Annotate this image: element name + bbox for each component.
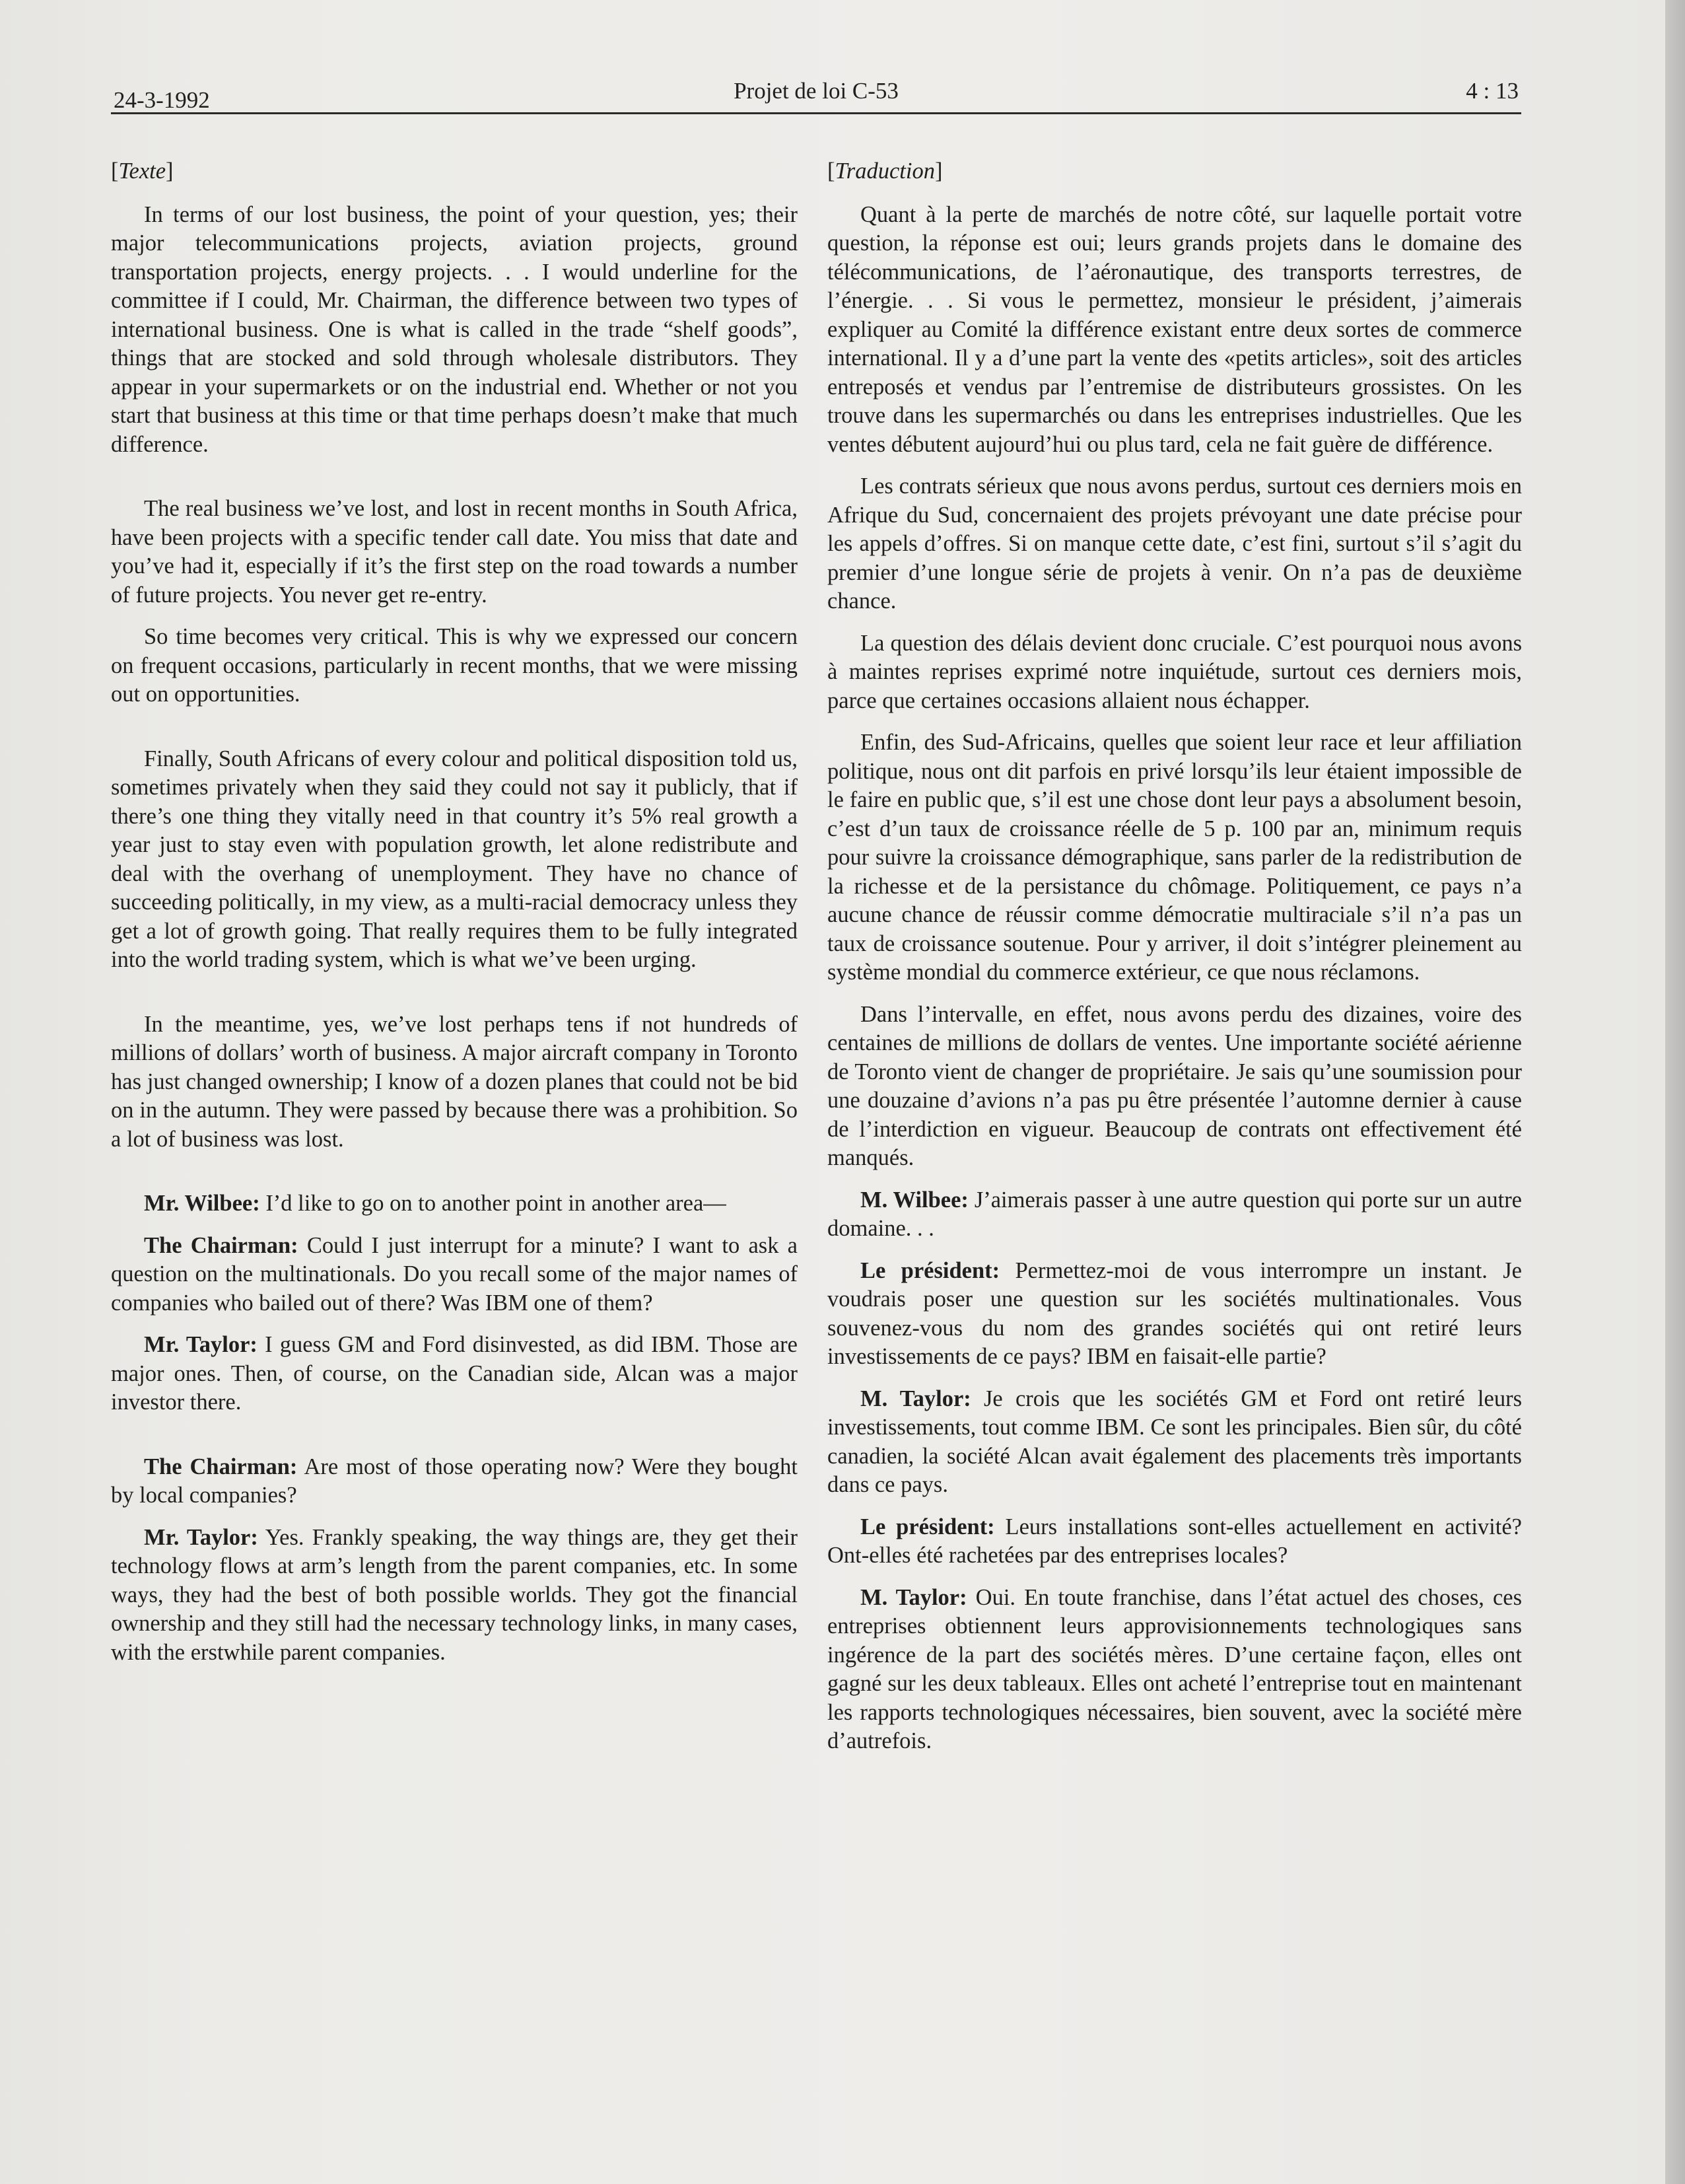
speaker-turn (827, 1257, 1522, 1372)
speaker-name: M. Wilbee: (860, 1187, 969, 1213)
speaker-name: Mr. Wilbee: (144, 1191, 260, 1216)
speaker-turn (827, 1385, 1522, 1500)
speaker-turn (827, 1513, 1522, 1570)
speaker-text: Je crois que les sociétés GM et Ford ont retiré leurs investissements, tout comme IBM. Ce sont les principales. Bien sûr, du côté canadien, la société Alcan avait également des placements très importants dans ce pays. (827, 1386, 1522, 1497)
speaker-text: Could I just interrupt for a minute? I want to ask a question on the multinationals. Do you recall some of the major names of companies who bailed out of there? Was IBM one of them? (111, 1232, 798, 1316)
speaker-text: I guess GM and Ford disinvested, as did IBM. Those are major ones. Then, of course, on the Canadian side, Alcan was a major investor there. (111, 1332, 798, 1415)
header-title: Projet de loi C-53 (734, 78, 899, 104)
speaker-turn (111, 1453, 798, 1510)
paragraph: La question des délais devient donc cruciale. C’est pourquoi nous avons à maintes reprises exprimé notre inquiétude, surtout ces derniers mois, parce que certaines occasions allaient nous échapper. (827, 630, 1522, 713)
paragraph: The real business we’ve lost, and lost in recent months in South Africa, have been projects with a specific tender call date. You miss that date and you’ve had it, especially if it’s the first step on the road towards a number of future projects. You never get re-entry. (111, 496, 798, 608)
speaker-text: Leurs installations sont-elles actuellement en activité? Ont-elles été rachetées par des entreprises locales? (827, 1514, 1522, 1568)
page-number: 4 : 13 (1466, 78, 1519, 104)
speaker-name: M. Taylor: (860, 1584, 967, 1610)
column-label: [Texte] (111, 159, 174, 184)
speaker-text: J’aimerais passer à une autre question qui porte sur un autre domaine. . . (827, 1187, 1522, 1241)
speaker-name: Mr. Taylor: (144, 1332, 258, 1357)
speaker-name: Le président: (860, 1514, 995, 1539)
french-column (827, 157, 1522, 1769)
speaker-text: Yes. Frankly speaking, the way things are, they get their technology flows at arm’s length from the parent companies, etc. In some ways, they had the best of both possible worlds. They got the financial ownership and they still had the necessary technology links, in many cases, with the erstwhile parent companies. (111, 1524, 798, 1665)
speaker-text: Permettez-moi de vous interrompre un instant. Je voudrais poser une question sur les sociétés multinationales. Vous souvenez-vous du nom des grandes sociétés qui ont retiré leurs investissements de ce pays? IBM en faisait-elle partie? (827, 1257, 1522, 1369)
speaker-text: I’d like to go on to another point in another area— (259, 1191, 726, 1216)
speaker-text: Are most of those operating now? Were they bought by local companies? (111, 1454, 798, 1508)
column-label: [Traduction] (827, 159, 943, 184)
running-header (111, 71, 1521, 114)
speaker-name: Mr. Taylor: (144, 1524, 258, 1550)
speaker-turn (111, 1189, 798, 1218)
speaker-name: The Chairman: (144, 1232, 298, 1258)
speaker-name: M. Taylor: (860, 1386, 971, 1411)
page-edge (1665, 0, 1685, 2184)
paragraph: Dans l’intervalle, en effet, nous avons perdu des dizaines, voire des centaines de millions de dollars de ventes. Une importante société aérienne de Toronto vient de changer de propriétaire. Je sais qu’une soumission pour une douzaine d’avions n’a pas pu être présentée l’automne dernier à cause de l’interdiction en vigueur. Beaucoup de contrats ont effectivement été manqués. (827, 1001, 1522, 1170)
paragraph: In terms of our lost business, the point of your question, yes; their major telecommunications projects, aviation projects, ground transportation projects, energy projects. . . I would underline for the committee if I could, Mr. Chairman, the difference between two types of international business. One is what is called in the trade “shelf goods”, things that are stocked and sold through wholesale distributors. They appear in your supermarkets or on the industrial end. Whether or not you start that business at this time or that time perhaps doesn’t make that much difference. (111, 201, 798, 457)
paragraph: In the meantime, yes, we’ve lost perhaps tens if not hundreds of millions of dollars’ worth of business. A major aircraft company in Toronto has just changed ownership; I know of a dozen planes that could not be bid on in the autumn. They were passed by because there was a prohibition. So a lot of business was lost. (111, 1011, 798, 1152)
speaker-turn (111, 1524, 798, 1668)
paragraph: Les contrats sérieux que nous avons perdus, surtout ces derniers mois en Afrique du Sud, concernaient des projets prévoyant une date précise pour les appels d’offres. Si on manque cette date, c’est fini, surtout s’il s’agit du premier d’une longue série de projets à venir. On n’a pas de deuxième chance. (827, 474, 1522, 614)
speaker-text: Oui. En toute franchise, dans l’état actuel des choses, ces entreprises obtiennent leurs approvisionnements technologiques sans ingérence de la part des sociétés mères. D’une certaine façon, elles ont gagné sur les deux tableaux. Elles ont acheté l’entreprise tout en maintenant les rapports technologiques nécessaires, bien souvent, avec la société mère d’autrefois. (827, 1584, 1522, 1753)
paragraph: Enfin, des Sud-Africains, quelles que soient leur race et leur affiliation politique, nous ont dit parfois en privé lorsqu’ils leur étaient impossible de le faire en public que, s’il est une chose dont leur pays a absolument besoin, c’est d’un taux de croissance réelle de 5 p. 100 par an, minimum requis pour suivre la croissance démographique, sans parler de la redistribution de la richesse et de la persistance du chômage. Politiquement, ce pays n’a aucune chance de réussir comme démocratie multiraciale s’il n’a pas un taux de croissance soutenue. Pour y arriver, il doit s’intégrer pleinement au système mondial du commerce extérieur, ce que nous réclamons. (827, 730, 1522, 985)
speaker-name: Le président: (860, 1257, 1000, 1283)
speaker-name: The Chairman: (144, 1454, 298, 1479)
header-date: 24-3-1992 (114, 87, 210, 113)
english-column (111, 157, 798, 1680)
paragraph: Quant à la perte de marchés de notre côté, sur laquelle portait votre question, la réponse est oui; leurs grands projets dans le domaine des télécommunications, de l’aéronautique, des transports terrestres, de l’énergie. . . Si vous le permettez, monsieur le président, j’aimerais expliquer au Comité la différence existant entre deux sortes de commerce international. Il y a d’une part la vente des «petits articles», soit des articles entreposés et vendus par l’entremise de distributeurs grossistes. On les trouve dans les supermarchés ou dans les entreprises industrielles. Que les ventes débutent aujourd’hui ou plus tard, cela ne fait guère de différence. (827, 201, 1522, 457)
speaker-turn (111, 1331, 798, 1417)
speaker-turn (827, 1584, 1522, 1756)
speaker-turn (111, 1232, 798, 1318)
speaker-turn (827, 1186, 1522, 1244)
paragraph: Finally, South Africans of every colour and political disposition told us, sometimes privately when they said they could not say it publicly, that if there’s one thing they vitally need in that country it’s 5% real growth a year just to stay even with population growth, let alone redistribute and deal with the overhang of unemployment. They have no chance of succeeding politically, in my view, as a multi-racial democracy unless they get a lot of growth going. That really requires them to be fully integrated into the world trading system, which is what we’ve been urging. (111, 746, 798, 972)
paragraph: So time becomes very critical. This is why we expressed our concern on frequent occasions, particularly in recent months, that we were missing out on opportunities. (111, 624, 798, 707)
